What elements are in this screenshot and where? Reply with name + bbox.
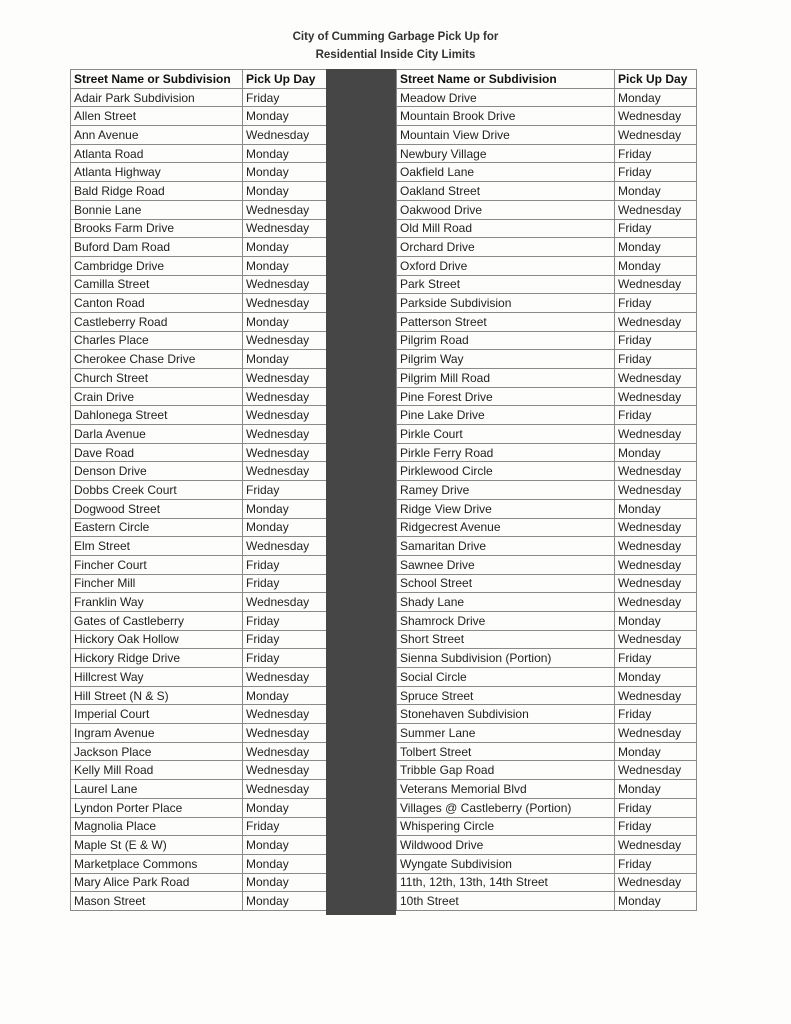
street-name-cell: Mason Street xyxy=(71,892,243,911)
street-name-cell: Mountain View Drive xyxy=(397,126,615,145)
pickup-day-cell: Wednesday xyxy=(243,537,327,556)
pickup-day-cell: Wednesday xyxy=(615,761,697,780)
street-name-cell: Tolbert Street xyxy=(397,742,615,761)
street-name-cell: Social Circle xyxy=(397,668,615,687)
street-name-cell: Newbury Village xyxy=(397,144,615,163)
pickup-day-cell: Wednesday xyxy=(615,126,697,145)
pickup-day-cell: Wednesday xyxy=(615,593,697,612)
pickup-day-cell: Wednesday xyxy=(243,462,327,481)
table-row xyxy=(71,892,327,911)
street-name-cell: Adair Park Subdivision xyxy=(71,88,243,107)
pickup-day-cell: Monday xyxy=(243,873,327,892)
pickup-day-cell: Monday xyxy=(615,256,697,275)
street-column-header: Street Name or Subdivision xyxy=(71,70,243,89)
street-name-cell: Fincher Mill xyxy=(71,574,243,593)
table-row xyxy=(71,144,327,163)
street-name-cell: Dahlonega Street xyxy=(71,406,243,425)
pickup-day-cell: Monday xyxy=(615,742,697,761)
street-name-cell: Bonnie Lane xyxy=(71,200,243,219)
table-row xyxy=(71,200,327,219)
pickup-day-cell: Wednesday xyxy=(243,200,327,219)
street-name-cell: Elm Street xyxy=(71,537,243,556)
table-row xyxy=(71,312,327,331)
street-name-cell: Gates of Castleberry xyxy=(71,611,243,630)
street-column-header: Street Name or Subdivision xyxy=(397,70,615,89)
pickup-day-cell: Friday xyxy=(243,88,327,107)
table-row xyxy=(397,481,697,500)
pickup-day-cell: Monday xyxy=(243,892,327,911)
pickup-day-cell: Monday xyxy=(615,238,697,257)
pickup-day-cell: Wednesday xyxy=(243,425,327,444)
street-name-cell: Stonehaven Subdivision xyxy=(397,705,615,724)
street-name-cell: Ingram Avenue xyxy=(71,724,243,743)
street-name-cell: Canton Road xyxy=(71,294,243,313)
table-row xyxy=(397,219,697,238)
street-name-cell: Dave Road xyxy=(71,443,243,462)
pickup-day-cell: Friday xyxy=(615,854,697,873)
street-name-cell: Castleberry Road xyxy=(71,312,243,331)
table-row xyxy=(397,649,697,668)
right-schedule-table xyxy=(396,69,697,911)
street-name-cell: Oakwood Drive xyxy=(397,200,615,219)
street-name-cell: Shamrock Drive xyxy=(397,611,615,630)
table-row xyxy=(71,238,327,257)
table-row xyxy=(71,630,327,649)
pickup-day-cell: Monday xyxy=(243,798,327,817)
pickup-day-cell: Wednesday xyxy=(615,555,697,574)
street-name-cell: Ramey Drive xyxy=(397,481,615,500)
pickup-day-cell: Friday xyxy=(243,481,327,500)
table-row xyxy=(397,742,697,761)
title-line-1: City of Cumming Garbage Pick Up for xyxy=(292,31,499,43)
street-name-cell: Pine Forest Drive xyxy=(397,387,615,406)
table-row xyxy=(71,107,327,126)
table-row xyxy=(71,425,327,444)
street-name-cell: Crain Drive xyxy=(71,387,243,406)
table-row xyxy=(397,107,697,126)
street-name-cell: Magnolia Place xyxy=(71,817,243,836)
street-name-cell: Orchard Drive xyxy=(397,238,615,257)
pickup-day-cell: Wednesday xyxy=(615,873,697,892)
pickup-day-cell: Monday xyxy=(243,238,327,257)
pickup-day-cell: Friday xyxy=(615,331,697,350)
table-row xyxy=(397,817,697,836)
table-row xyxy=(397,350,697,369)
pickup-day-cell: Friday xyxy=(243,574,327,593)
table-row xyxy=(397,705,697,724)
table-row xyxy=(397,854,697,873)
pickup-day-cell: Friday xyxy=(615,219,697,238)
pickup-day-cell: Wednesday xyxy=(243,761,327,780)
table-row xyxy=(397,163,697,182)
table-row xyxy=(71,836,327,855)
pickup-day-cell: Wednesday xyxy=(243,593,327,612)
table-row xyxy=(71,406,327,425)
street-name-cell: Hill Street (N & S) xyxy=(71,686,243,705)
table-row xyxy=(71,219,327,238)
pickup-day-cell: Friday xyxy=(615,649,697,668)
table-row xyxy=(397,126,697,145)
pickup-day-cell: Wednesday xyxy=(615,387,697,406)
pickup-day-cell: Friday xyxy=(615,798,697,817)
street-name-cell: Fincher Court xyxy=(71,555,243,574)
street-name-cell: Mary Alice Park Road xyxy=(71,873,243,892)
table-row xyxy=(397,443,697,462)
street-name-cell: Lyndon Porter Place xyxy=(71,798,243,817)
table-row xyxy=(71,369,327,388)
table-row xyxy=(397,499,697,518)
document-title xyxy=(0,28,791,64)
street-name-cell: Oxford Drive xyxy=(397,256,615,275)
pickup-day-cell: Monday xyxy=(243,518,327,537)
table-row xyxy=(397,574,697,593)
table-row xyxy=(71,854,327,873)
street-name-cell: Ann Avenue xyxy=(71,126,243,145)
street-name-cell: Pirkle Court xyxy=(397,425,615,444)
table-row xyxy=(397,761,697,780)
pickup-day-cell: Monday xyxy=(243,312,327,331)
street-name-cell: Shady Lane xyxy=(397,593,615,612)
pickup-day-cell: Wednesday xyxy=(615,107,697,126)
table-row xyxy=(397,369,697,388)
table-row xyxy=(71,873,327,892)
right-table-body xyxy=(397,70,697,911)
street-name-cell: Oakland Street xyxy=(397,182,615,201)
pickup-day-cell: Monday xyxy=(615,443,697,462)
pickup-day-cell: Wednesday xyxy=(615,425,697,444)
street-name-cell: Samaritan Drive xyxy=(397,537,615,556)
pickup-day-cell: Wednesday xyxy=(243,331,327,350)
street-name-cell: Spruce Street xyxy=(397,686,615,705)
table-row xyxy=(71,182,327,201)
pickup-day-cell: Monday xyxy=(243,686,327,705)
table-row xyxy=(397,873,697,892)
street-name-cell: Maple St (E & W) xyxy=(71,836,243,855)
pickup-day-cell: Friday xyxy=(615,350,697,369)
table-row xyxy=(397,686,697,705)
street-name-cell: Short Street xyxy=(397,630,615,649)
pickup-day-cell: Wednesday xyxy=(243,406,327,425)
pickup-day-cell: Wednesday xyxy=(615,630,697,649)
table-row xyxy=(397,425,697,444)
street-name-cell: Eastern Circle xyxy=(71,518,243,537)
table-row xyxy=(397,387,697,406)
left-header-row xyxy=(71,70,327,89)
street-name-cell: Park Street xyxy=(397,275,615,294)
table-row xyxy=(397,836,697,855)
table-row xyxy=(397,294,697,313)
table-row xyxy=(397,593,697,612)
street-name-cell: Patterson Street xyxy=(397,312,615,331)
table-row xyxy=(71,387,327,406)
pickup-day-cell: Monday xyxy=(243,107,327,126)
street-name-cell: Hickory Ridge Drive xyxy=(71,649,243,668)
pickup-day-cell: Monday xyxy=(615,892,697,911)
pickup-day-cell: Friday xyxy=(243,555,327,574)
table-row xyxy=(71,350,327,369)
pickup-day-cell: Monday xyxy=(243,499,327,518)
day-column-header: Pick Up Day xyxy=(243,70,327,89)
table-row xyxy=(71,443,327,462)
pickup-day-cell: Wednesday xyxy=(243,780,327,799)
day-column-header: Pick Up Day xyxy=(615,70,697,89)
pickup-day-cell: Wednesday xyxy=(243,294,327,313)
pickup-day-cell: Wednesday xyxy=(243,369,327,388)
center-divider-bar xyxy=(326,69,396,915)
table-row xyxy=(71,275,327,294)
street-name-cell: Villages @ Castleberry (Portion) xyxy=(397,798,615,817)
street-name-cell: Pilgrim Road xyxy=(397,331,615,350)
table-row xyxy=(397,238,697,257)
pickup-day-cell: Monday xyxy=(615,780,697,799)
pickup-day-cell: Monday xyxy=(615,499,697,518)
pickup-day-cell: Wednesday xyxy=(243,275,327,294)
table-row xyxy=(397,611,697,630)
pickup-day-cell: Monday xyxy=(615,668,697,687)
pickup-day-cell: Wednesday xyxy=(615,369,697,388)
pickup-day-cell: Friday xyxy=(615,406,697,425)
pickup-day-cell: Wednesday xyxy=(615,724,697,743)
street-name-cell: Pine Lake Drive xyxy=(397,406,615,425)
pickup-day-cell: Monday xyxy=(243,350,327,369)
street-name-cell: Franklin Way xyxy=(71,593,243,612)
table-row xyxy=(71,705,327,724)
pickup-day-cell: Wednesday xyxy=(615,836,697,855)
pickup-day-cell: Monday xyxy=(615,182,697,201)
table-row xyxy=(71,88,327,107)
street-name-cell: Jackson Place xyxy=(71,742,243,761)
table-row xyxy=(397,312,697,331)
street-name-cell: Charles Place xyxy=(71,331,243,350)
pickup-day-cell: Wednesday xyxy=(243,742,327,761)
street-name-cell: Oakfield Lane xyxy=(397,163,615,182)
table-row xyxy=(71,574,327,593)
table-row xyxy=(71,761,327,780)
right-header-row xyxy=(397,70,697,89)
street-name-cell: Imperial Court xyxy=(71,705,243,724)
pickup-day-cell: Friday xyxy=(615,705,697,724)
table-row xyxy=(397,798,697,817)
pickup-day-cell: Friday xyxy=(243,611,327,630)
street-name-cell: Allen Street xyxy=(71,107,243,126)
street-name-cell: Wyngate Subdivision xyxy=(397,854,615,873)
table-row xyxy=(397,144,697,163)
street-name-cell: School Street xyxy=(397,574,615,593)
table-row xyxy=(397,275,697,294)
street-name-cell: Church Street xyxy=(71,369,243,388)
pickup-day-cell: Wednesday xyxy=(615,275,697,294)
table-row xyxy=(397,724,697,743)
pickup-day-cell: Monday xyxy=(243,256,327,275)
table-row xyxy=(397,256,697,275)
street-name-cell: Atlanta Road xyxy=(71,144,243,163)
pickup-day-cell: Wednesday xyxy=(615,518,697,537)
pickup-day-cell: Wednesday xyxy=(615,537,697,556)
street-name-cell: Pirkle Ferry Road xyxy=(397,443,615,462)
pickup-day-cell: Friday xyxy=(615,817,697,836)
pickup-day-cell: Wednesday xyxy=(243,126,327,145)
table-row xyxy=(397,462,697,481)
table-row xyxy=(71,294,327,313)
street-name-cell: Mountain Brook Drive xyxy=(397,107,615,126)
table-row xyxy=(71,649,327,668)
table-row xyxy=(397,555,697,574)
street-name-cell: Camilla Street xyxy=(71,275,243,294)
table-row xyxy=(397,406,697,425)
street-name-cell: Meadow Drive xyxy=(397,88,615,107)
street-name-cell: Pilgrim Way xyxy=(397,350,615,369)
table-row xyxy=(397,182,697,201)
street-name-cell: Brooks Farm Drive xyxy=(71,219,243,238)
table-row xyxy=(71,518,327,537)
table-row xyxy=(71,593,327,612)
street-name-cell: Kelly Mill Road xyxy=(71,761,243,780)
table-row xyxy=(71,611,327,630)
street-name-cell: 11th, 12th, 13th, 14th Street xyxy=(397,873,615,892)
street-name-cell: Wildwood Drive xyxy=(397,836,615,855)
table-row xyxy=(71,481,327,500)
pickup-day-cell: Friday xyxy=(615,144,697,163)
street-name-cell: Laurel Lane xyxy=(71,780,243,799)
left-table-body xyxy=(71,70,327,911)
table-row xyxy=(71,724,327,743)
left-schedule-table xyxy=(70,69,327,911)
street-name-cell: Ridgecrest Avenue xyxy=(397,518,615,537)
table-row xyxy=(397,200,697,219)
table-row xyxy=(397,518,697,537)
table-row xyxy=(71,126,327,145)
street-name-cell: Denson Drive xyxy=(71,462,243,481)
pickup-day-cell: Wednesday xyxy=(243,724,327,743)
table-row xyxy=(397,780,697,799)
table-row xyxy=(397,537,697,556)
pickup-day-cell: Wednesday xyxy=(243,443,327,462)
street-name-cell: Pirklewood Circle xyxy=(397,462,615,481)
table-row xyxy=(71,817,327,836)
table-row xyxy=(397,88,697,107)
street-name-cell: Marketplace Commons xyxy=(71,854,243,873)
street-name-cell: Buford Dam Road xyxy=(71,238,243,257)
pickup-day-cell: Wednesday xyxy=(615,312,697,331)
street-name-cell: Summer Lane xyxy=(397,724,615,743)
street-name-cell: Pilgrim Mill Road xyxy=(397,369,615,388)
street-name-cell: Whispering Circle xyxy=(397,817,615,836)
table-row xyxy=(397,668,697,687)
table-row xyxy=(71,798,327,817)
street-name-cell: Cherokee Chase Drive xyxy=(71,350,243,369)
table-row xyxy=(71,499,327,518)
table-row xyxy=(71,555,327,574)
pickup-day-cell: Wednesday xyxy=(615,462,697,481)
street-name-cell: Atlanta Highway xyxy=(71,163,243,182)
street-name-cell: Sawnee Drive xyxy=(397,555,615,574)
table-row xyxy=(71,462,327,481)
table-row xyxy=(71,780,327,799)
street-name-cell: Old Mill Road xyxy=(397,219,615,238)
pickup-day-cell: Monday xyxy=(243,836,327,855)
table-row xyxy=(71,163,327,182)
street-name-cell: Dobbs Creek Court xyxy=(71,481,243,500)
pickup-day-cell: Wednesday xyxy=(243,668,327,687)
pickup-day-cell: Friday xyxy=(615,163,697,182)
table-row xyxy=(71,686,327,705)
street-name-cell: Darla Avenue xyxy=(71,425,243,444)
table-row xyxy=(397,331,697,350)
pickup-day-cell: Wednesday xyxy=(615,481,697,500)
pickup-day-cell: Monday xyxy=(243,854,327,873)
table-row xyxy=(71,537,327,556)
pickup-day-cell: Wednesday xyxy=(615,574,697,593)
pickup-day-cell: Monday xyxy=(243,144,327,163)
pickup-day-cell: Monday xyxy=(615,88,697,107)
street-name-cell: Cambridge Drive xyxy=(71,256,243,275)
pickup-day-cell: Wednesday xyxy=(615,200,697,219)
pickup-day-cell: Wednesday xyxy=(615,686,697,705)
pickup-day-cell: Friday xyxy=(243,817,327,836)
pickup-day-cell: Friday xyxy=(243,649,327,668)
table-row xyxy=(71,256,327,275)
pickup-day-cell: Monday xyxy=(615,611,697,630)
table-row xyxy=(397,892,697,911)
street-name-cell: Veterans Memorial Blvd xyxy=(397,780,615,799)
pickup-day-cell: Friday xyxy=(243,630,327,649)
street-name-cell: Ridge View Drive xyxy=(397,499,615,518)
table-row xyxy=(397,630,697,649)
street-name-cell: 10th Street xyxy=(397,892,615,911)
pickup-day-cell: Monday xyxy=(243,182,327,201)
street-name-cell: Dogwood Street xyxy=(71,499,243,518)
table-row xyxy=(71,742,327,761)
table-row xyxy=(71,668,327,687)
street-name-cell: Hillcrest Way xyxy=(71,668,243,687)
pickup-day-cell: Friday xyxy=(615,294,697,313)
pickup-day-cell: Wednesday xyxy=(243,705,327,724)
pickup-day-cell: Wednesday xyxy=(243,219,327,238)
street-name-cell: Sienna Subdivision (Portion) xyxy=(397,649,615,668)
street-name-cell: Hickory Oak Hollow xyxy=(71,630,243,649)
street-name-cell: Parkside Subdivision xyxy=(397,294,615,313)
street-name-cell: Tribble Gap Road xyxy=(397,761,615,780)
pickup-day-cell: Monday xyxy=(243,163,327,182)
street-name-cell: Bald Ridge Road xyxy=(71,182,243,201)
pickup-day-cell: Wednesday xyxy=(243,387,327,406)
table-row xyxy=(71,331,327,350)
title-line-2: Residential Inside City Limits xyxy=(315,49,476,61)
